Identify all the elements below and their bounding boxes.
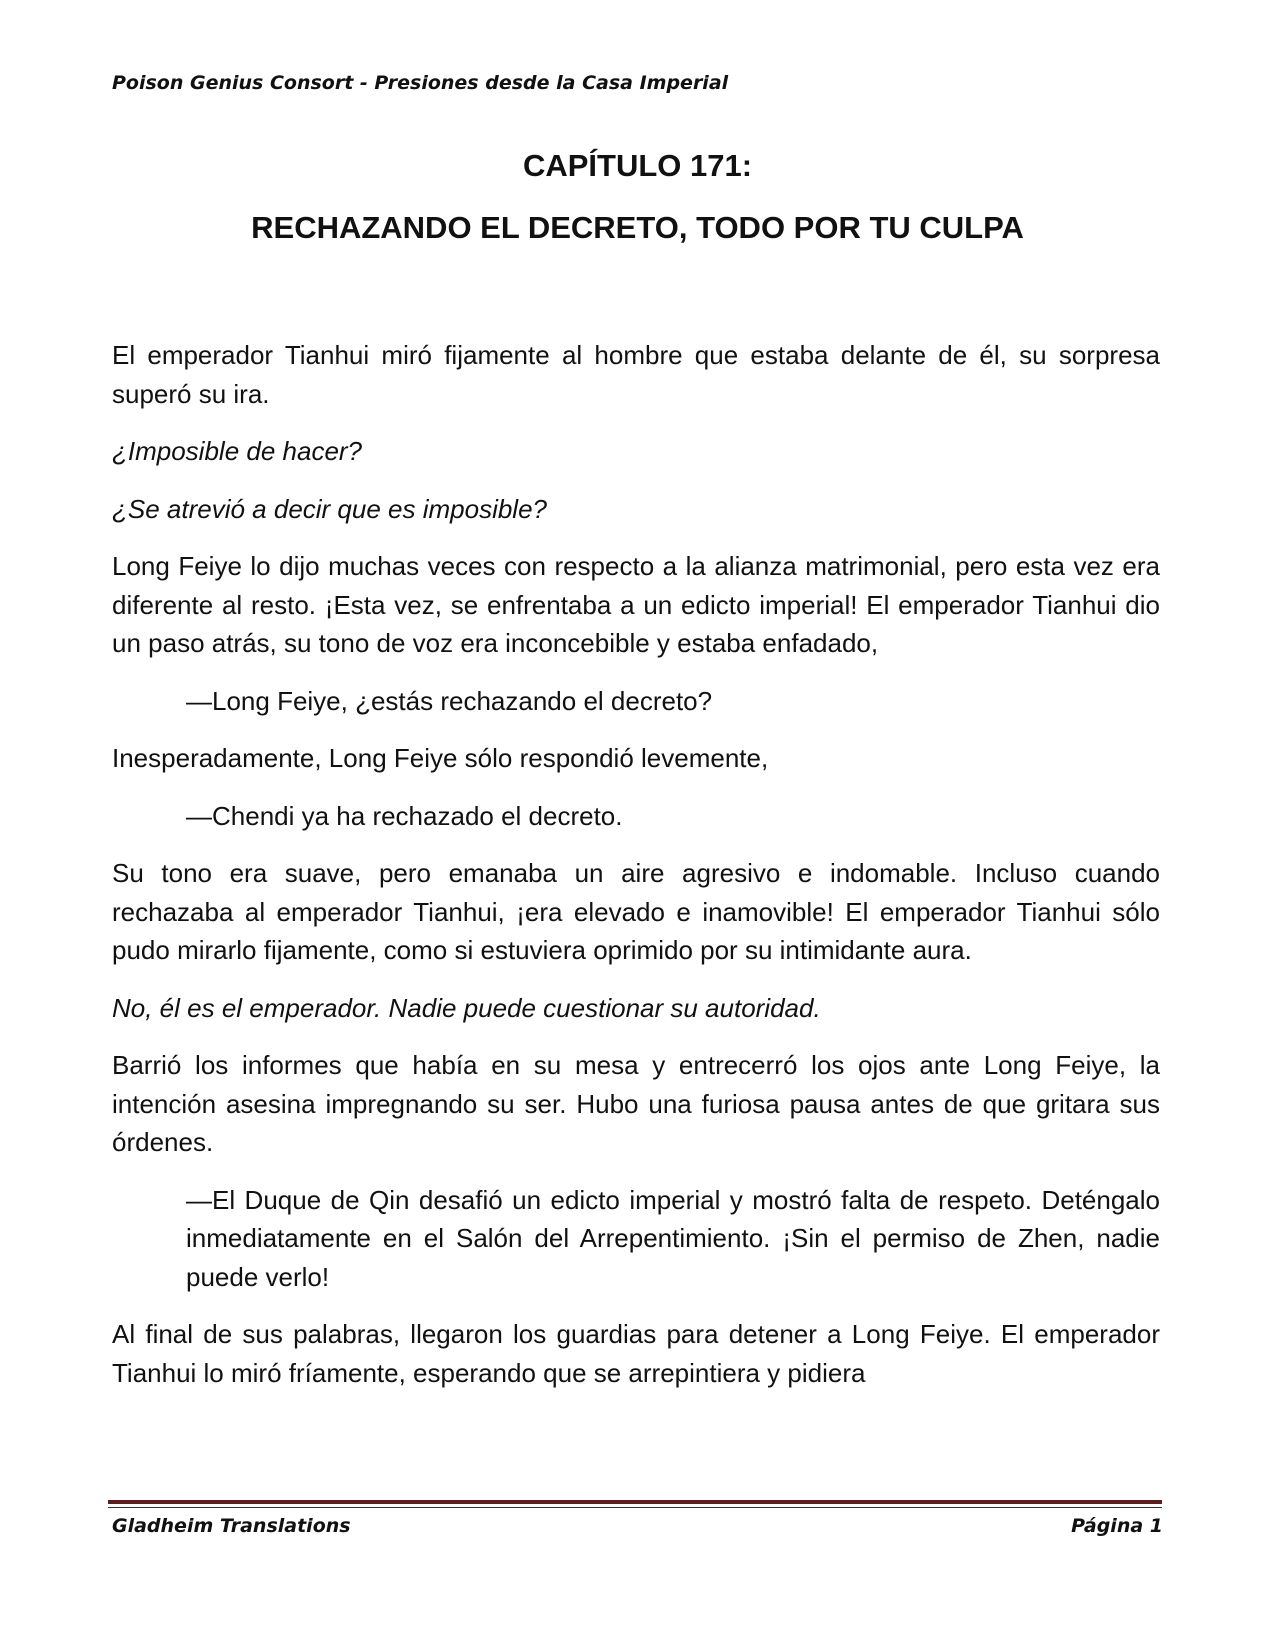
footer-divider-thick: [108, 1500, 1162, 1504]
chapter-body: [112, 336, 1160, 1411]
paragraph: El emperador Tianhui miró fijamente al hombre que estaba delante de él, su sorpresa superó su ira.: [112, 340, 1160, 409]
footer-divider: [108, 1500, 1162, 1508]
chapter-heading: [0, 148, 1275, 246]
running-header: Poison Genius Consort - Presiones desde la Casa Imperial: [112, 72, 729, 94]
paragraph-thought: No, él es el emperador. Nadie puede cuestionar su autoridad.: [112, 992, 821, 1023]
paragraph-dialogue: —Long Feiye, ¿estás rechazando el decreto?: [186, 685, 713, 716]
paragraph-thought: ¿Se atrevió a decir que es imposible?: [112, 493, 548, 524]
paragraph: Su tono era suave, pero emanaba un aire agresivo e indomable. Incluso cuando rechazaba al emperador Tianhui, ¡era elevado e inamovible! El emperador Tianhui sólo pudo mirarlo fijamente, como si estuviera oprimido por su intimidante aura.: [112, 858, 1160, 965]
paragraph-dialogue: —El Duque de Qin desafió un edicto imperial y mostró falta de respeto. Deténgalo inmediatamente en el Salón del Arrepentimiento. ¡Sin el permiso de Zhen, nadie puede verlo!: [186, 1184, 1160, 1292]
chapter-title: RECHAZANDO EL DECRETO, TODO POR TU CULPA: [251, 210, 1024, 245]
paragraph: Inesperadamente, Long Feiye sólo respondió levemente,: [112, 743, 769, 773]
footer-divider-thin: [108, 1507, 1162, 1508]
footer-publisher: Gladheim Translations: [112, 1515, 351, 1537]
paragraph: Long Feiye lo dijo muchas veces con respecto a la alianza matrimonial, pero esta vez era diferente al resto. ¡Esta vez, se enfrentaba a un edicto imperial! El emperador Tianhui dio un paso atrás, su tono de voz era inconcebible y estaba enfadado,: [112, 551, 1160, 658]
chapter-number: CAPÍTULO 171:: [522, 148, 753, 183]
paragraph-thought: ¿Imposible de hacer?: [112, 436, 363, 466]
paragraph: Barrió los informes que había en su mesa y entrecerró los ojos ante Long Feiye, la intención asesina impregnando su ser. Hubo una furiosa pausa antes de que gritara sus órdenes.: [112, 1050, 1160, 1157]
footer-page-number: Página 1: [1071, 1515, 1163, 1537]
paragraph: Al final de sus palabras, llegaron los guardias para detener a Long Feiye. El emperador Tianhui lo miró fríamente, esperando que se arrepintiera y pidiera: [112, 1319, 1160, 1388]
paragraph-dialogue: —Chendi ya ha rechazado el decreto.: [186, 800, 623, 831]
